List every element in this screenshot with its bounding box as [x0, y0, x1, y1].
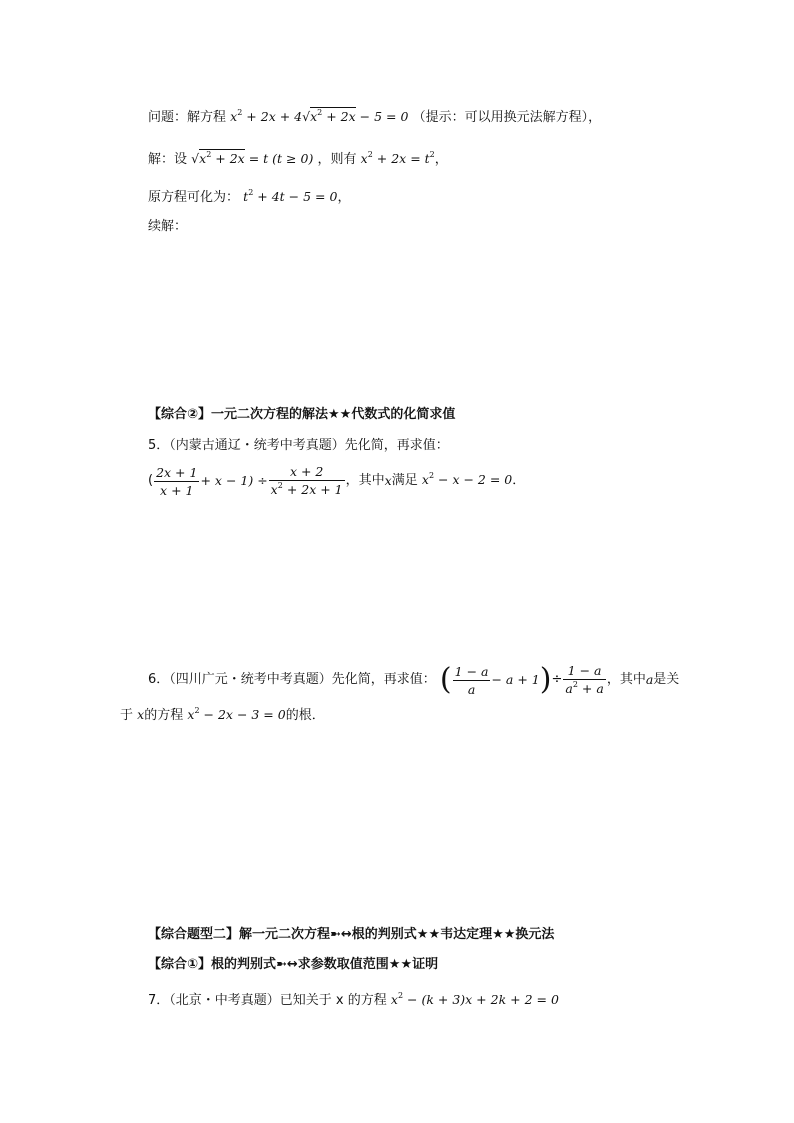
solution-connector: ，则有	[317, 152, 357, 167]
problem-6-heading: 6．（四川广元・统考中考真题）先化简，再求值：	[148, 672, 436, 687]
type-2-heading: 【综合题型二】解一元二次方程➼↔根的判别式★★韦达定理★★换元法	[148, 927, 555, 942]
fraction-1-minus-a-over-a: $\frac{1 - a}{a}$	[454, 663, 489, 697]
solution-substitution: 解：设 $√x^2 + 2x = t$ (t ≥ 0) ，则有 $x^2 + 2x = t^2$，	[148, 150, 448, 167]
problem-7-equation: $x^2 - (k + 3)x + 2k + 2 = 0$	[390, 991, 559, 1007]
problem-5-expression: ( $\frac{2x + 1}{x + 1}$ + x − 1) ÷ $\frac{x + 2}{x^2 + 2x + 1}$ ，其中x满足 $x^2 - x - 2 = 0$．	[148, 463, 526, 498]
fraction-2x1-over-x1: $\frac{2x + 1}{x + 1}$	[156, 464, 198, 498]
problem-6-equation: $x^2 - 2x - 3 = 0$	[187, 706, 286, 722]
section-heading-2: 【综合②】一元二次方程的解法★★代数式的化简求值	[148, 407, 456, 422]
reduced-label: 原方程可化为：	[148, 190, 240, 205]
problem-label: 问题：解方程	[148, 110, 227, 125]
section-heading-1: 【综合①】根的判别式➼↔求参数取值范围★★证明	[148, 957, 439, 972]
fraction-x2-over-quadratic: $\frac{x + 2}{x^2 + 2x + 1}$	[270, 463, 343, 497]
problem-6-line-2: 于 x的方程 $x^2 - 2x - 3 = 0$的根．	[120, 706, 325, 723]
problem-equation: $x^2 + 2x + 4√x^2 + 2x - 5 = 0$	[230, 108, 409, 124]
problem-7-heading: 7．（北京・中考真题）已知关于 x 的方程	[148, 993, 387, 1008]
reduced-expression: $t^2 + 4t - 5 = 0$	[243, 188, 338, 204]
fraction-1-minus-a-over-a2-plus-a: $\frac{1 - a}{a^2 + a}$	[565, 662, 604, 696]
problem-6-line-1: 6．（四川广元・统考中考真题）先化简，再求值： ( $\frac{1 - a}{a}$ − a + 1)÷ $\frac{1 - a}{a^2 + a}$ ，其中a是关	[148, 662, 680, 697]
problem-5-heading: 5．（内蒙古通辽・统考中考真题）先化简，再求值：	[148, 438, 449, 453]
continue-solution-label: 续解：	[148, 219, 188, 234]
substitution-expression: $√x^2 + 2x = t$ (t ≥ 0)	[191, 150, 314, 166]
problem-7	[148, 990, 559, 1012]
reduced-equation: 原方程可化为： $t^2 + 4t - 5 = 0$，	[148, 188, 351, 205]
solution-label: 解：设	[148, 152, 188, 167]
substitution-result: $x^2 + 2x = t^2$	[360, 150, 435, 166]
problem-statement	[148, 107, 601, 129]
problem-hint: （提示：可以用换元法解方程），	[412, 110, 602, 125]
problem-5-condition: $x^2 - x - 2 = 0$	[421, 471, 513, 487]
